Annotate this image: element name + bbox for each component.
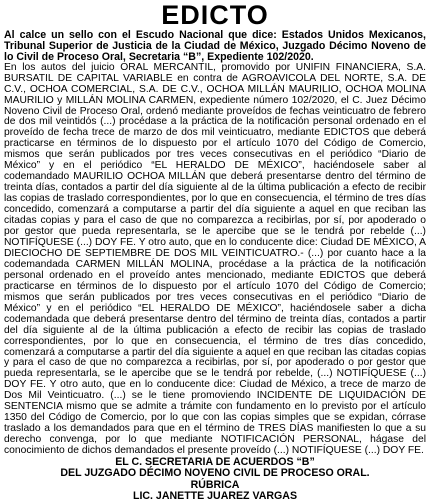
notice-body: En los autos del juicio ORAL MERCANTIL, promovido por UNIFIN FINANCIERA, S.A. BURSATIL DE CAPITAL VARIABLE en contra de AGROAVICOLA DEL NORTE, S.A. DE C.V., OCHOA COMERCIAL, S.A. DE C.V., OCHOA MILLÁN MAURILIO, OCHOA MOLINA MAURILIO y MILLÁN MOLINA CARMEN, expediente número 102/2020, el C. Juez Décimo Noveno Civil de Proceso Oral, ordenó mediante proveídos de fechas veinticuatro de febrero de dos mil veintidós (...) procédase a la práctica de la notificación personal ordenado en el proveído de fecha trece de marzo de dos mil veinticuatro, mediante EDICTOS que deberá practicarse en términos de lo dispuesto por el artículo 1070 del Código de Comercio, mismos que serán publicados por tres veces consecutivas en el periódico “Diario de México” y en el periódico “EL HERALDO DE MÉXICO”, haciéndosele saber al codemandado MAURILIO OCHOA MILLÁN que deberá presentarse dentro del término de treinta días, contados a partir del día siguiente al de la última publicación a efecto de recibir las copias de traslado correspondientes, por lo que en consecuencia, el término de tres días concedido, comenzará a computarse a partir del día siguiente a aquel en que reciban las citadas copias y para el caso de que no comparezca a recibirlas, por sí, por apoderado o por gestor que pueda representarla, se le apercibe que se le tendrá por rebelde (...) NOTIFÍQUESE (...) DOY FE. Y otro auto, que en lo conducente dice: Ciudad DE MÉXICO, A DIECIOCHO DE SEPTIEMBRE DE DOS MIL VEINTICUATRO.- (...) por cuanto hace a la codemandada CARMEN MILLÁN MOLINA, procédase a la práctica de la notificación personal ordenado en el proveído antes mencionado, mediante EDICTOS que deberá practicarse en términos de lo dispuesto por el artículo 1070 del Código de Comercio; mismos que serán publicados por tres veces consecutivas en el periódico “Diario de México” y en el periódico “EL HERALDO DE MÉXICO”, haciéndosele saber a dicha codemandada que deberá presentarse dentro del término de treinta días, contados a partir del día siguiente al de la última publicación a efecto de recibir las copias de traslado correspondientes, por lo que en consecuencia, el término de tres días concedido, comenzará a computarse a partir del día siguiente a aquel en que reciban las citadas copias y para el caso de que no comparezca a recibirlas, por sí, por apoderado o por gestor que pueda representarla, se le apercibe que se le tendrá por rebelde, (...) NOTIFÍQUESE (...) DOY FE. Y otro auto, que en lo conducente dice: Ciudad de México, a trece de marzo de Dos Mil Veinticuatro. (...) se le tiene promoviendo INCIDENTE DE LIQUIDACIÓN DE SENTENCIA mismo que se admite a trámite con fundamento en lo previsto por el artículo 1350 del Código de Comercio, por lo que con las copias simples que se expidan, córrase traslado a los demandados para que en el término de TRES DÍAS manifiesten lo que a su derecho convenga, por lo que mediante NOTIFICACIÓN PERSONAL, hágase del conocimiento de dichos demandados el presente proveído (...) NOTIFÍQUESE (...) DOY FE. bbox=[4, 61, 426, 457]
notice-title: EDICTO bbox=[161, 0, 269, 30]
seal-description: Al calce un sello con el Escudo Nacional que dice: Estados Unidos Mexicanos, Tribunal Superior de Justicia de la Ciudad de México, Juzgado Décimo Noveno de lo Civil de Proceso Oral, Secretaria “B”, Expediente 102/2020. bbox=[4, 29, 426, 63]
signature-name: LIC. JANETTE JUAREZ VARGAS bbox=[132, 490, 298, 503]
signature-title: EL C. SECRETARIA DE ACUERDOS “B” bbox=[115, 456, 315, 469]
signature-rubric: RÚBRICA bbox=[190, 478, 240, 491]
signature-block bbox=[4, 457, 426, 503]
signature-court: DEL JUZGADO DÉCIMO NOVENO CIVIL DE PROCESO ORAL. bbox=[60, 467, 370, 480]
